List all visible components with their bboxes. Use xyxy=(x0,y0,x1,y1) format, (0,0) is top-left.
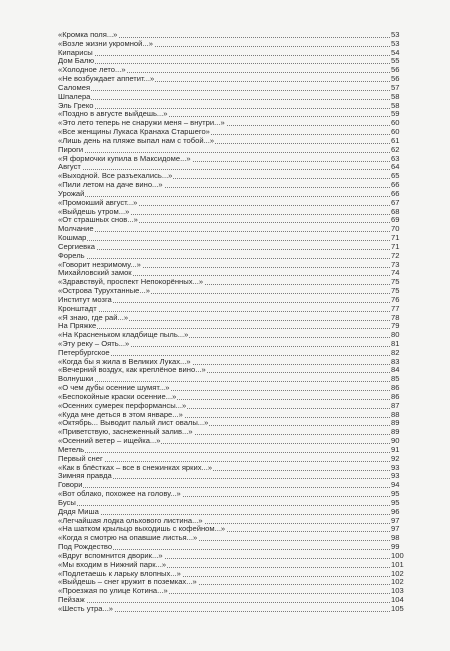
toc-entry-page-number: 60 xyxy=(391,118,400,128)
toc-dot-leader xyxy=(58,452,390,453)
toc-entry-title: «Октябрь... Выводит палый лист овалы...» xyxy=(58,418,209,428)
toc-entry-page-number: 65 xyxy=(391,171,400,181)
toc-entry-title: «Куда мне деться в этом январе...» xyxy=(58,409,183,419)
toc-entry-title: Кипарисы xyxy=(58,47,93,57)
toc-entry-title: Институт мозга xyxy=(58,294,112,304)
toc-entry-title: Петербургское xyxy=(58,347,110,357)
toc-entry-title: «Лишь день на пляже выпал нам с тобой...» xyxy=(58,135,215,145)
toc-entry-page-number: 98 xyxy=(391,533,400,543)
toc-dot-leader xyxy=(58,505,390,506)
toc-entry-page-number: 84 xyxy=(391,365,400,375)
toc-entry-page-number: 93 xyxy=(391,462,400,472)
toc-entry-page-number: 70 xyxy=(391,224,400,234)
toc-entry-title: Саломея xyxy=(58,82,91,92)
toc-entry-title: Кронштадт xyxy=(58,303,97,313)
toc-entry-title: «Возле жизни укромной...» xyxy=(58,38,153,48)
toc-entry-page-number: 53 xyxy=(391,38,400,48)
toc-entry-page-number: 75 xyxy=(391,277,400,287)
toc-entry-page-number: 97 xyxy=(391,515,400,525)
toc-entry-page-number: 72 xyxy=(391,250,400,260)
toc-entry-page-number: 76 xyxy=(391,294,400,304)
toc-entry-title: Зимняя правда xyxy=(58,471,112,481)
toc-entry-page-number: 103 xyxy=(391,586,404,596)
toc-entry-page-number: 73 xyxy=(391,259,400,269)
toc-entry-page-number: 54 xyxy=(391,47,400,57)
toc-entry-title: Эль Греко xyxy=(58,100,94,110)
toc-entry-title: Метель xyxy=(58,444,85,454)
toc-entry-title: «Эту реку – Оять...» xyxy=(58,338,130,348)
toc-entry xyxy=(58,294,400,305)
toc-entry-title: На Пряжке xyxy=(58,321,97,331)
toc-entry-page-number: 86 xyxy=(391,391,400,401)
toc-entry xyxy=(58,436,400,446)
toc-entry xyxy=(58,47,400,58)
toc-entry xyxy=(58,312,400,323)
toc-entry-title: «Приветствую, заснеженный залив...» xyxy=(58,427,193,437)
toc-dot-leader xyxy=(58,152,390,153)
toc-entry-title: «Холодное лето...» xyxy=(58,65,126,75)
toc-entry-page-number: 56 xyxy=(391,74,400,84)
toc-entry-title: Дом Балю xyxy=(58,56,95,66)
toc-entry-page-number: 102 xyxy=(391,577,404,587)
toc-entry-page-number: 99 xyxy=(391,542,400,552)
toc-entry-title: Пироги xyxy=(58,144,84,154)
toc-dot-leader xyxy=(58,311,390,312)
toc-entry-page-number: 89 xyxy=(391,427,400,437)
toc-entry-page-number: 69 xyxy=(391,215,400,225)
toc-entry-title: Урожай xyxy=(58,188,85,198)
toc-entry xyxy=(58,471,400,481)
toc-entry-title: «Проезжая по улице Котина...» xyxy=(58,586,168,596)
toc-dot-leader xyxy=(58,514,390,515)
toc-entry-page-number: 86 xyxy=(391,383,400,393)
toc-entry-title: «Я знаю, где рай...» xyxy=(58,312,129,322)
toc-entry-title: «Я формочки купила в Максидоме...» xyxy=(58,153,191,163)
toc-entry-title: «Вдруг вспомнится дворик...» xyxy=(58,550,163,560)
toc-entry-title: «Все женщины Лукаса Кранаха Старшего» xyxy=(58,127,210,137)
toc-entry-page-number: 93 xyxy=(391,471,400,481)
toc-entry-page-number: 89 xyxy=(391,418,400,428)
toc-entry-title: Первый снег xyxy=(58,453,103,463)
toc-entry-title: Сергиевка xyxy=(58,241,95,251)
toc-entry-page-number: 61 xyxy=(391,135,400,145)
toc-entry xyxy=(58,74,400,84)
toc-entry xyxy=(58,91,400,102)
toc-entry-page-number: 83 xyxy=(391,356,400,366)
toc-entry xyxy=(58,603,404,614)
toc-entry-title: «Беспокойные краски осенние...» xyxy=(58,391,177,401)
toc-entry-page-number: 78 xyxy=(391,312,400,322)
toc-entry xyxy=(58,497,400,508)
toc-entry-title: «Выходной. Все разъехались...» xyxy=(58,171,173,181)
toc-dot-leader xyxy=(58,240,390,241)
toc-entry-title: «От страшных снов...» xyxy=(58,215,138,225)
toc-entry-page-number: 67 xyxy=(391,197,400,207)
toc-entry-title: Волнушки xyxy=(58,374,94,384)
toc-entry-page-number: 95 xyxy=(391,497,400,507)
toc-entry xyxy=(58,82,400,93)
toc-entry-title: Дядя Миша xyxy=(58,506,99,516)
toc-entry-title: «Как в блёстках – все в снежинках ярких...» xyxy=(58,462,213,472)
toc-entry-title: «На шатком крыльцо выходишь с кофейном...» xyxy=(58,524,226,534)
toc-entry-page-number: 66 xyxy=(391,188,400,198)
toc-entry-page-number: 64 xyxy=(391,162,400,172)
toc-entry-page-number: 85 xyxy=(391,374,400,384)
toc-entry xyxy=(58,241,400,252)
toc-entry-title: «Острова Турухтанные...» xyxy=(58,286,150,296)
toc-entry-title: «На Красненьком кладбище пыль...» xyxy=(58,330,189,340)
toc-entry-title: Говори xyxy=(58,480,83,490)
toc-entry-title: Молчание xyxy=(58,224,94,234)
toc-entry-title: «Легчайшая лодка ольхового листина...» xyxy=(58,515,203,525)
toc-entry-page-number: 97 xyxy=(391,524,400,534)
toc-entry xyxy=(58,233,400,243)
toc-entry-page-number: 100 xyxy=(391,550,404,560)
toc-entry xyxy=(58,586,404,596)
toc-dot-leader xyxy=(58,99,390,100)
toc-dot-leader xyxy=(58,258,390,259)
toc-entry-page-number: 94 xyxy=(391,480,400,490)
toc-entry-title: Пейзаж xyxy=(58,595,85,604)
toc-entry-page-number: 55 xyxy=(391,56,400,66)
toc-entry-title: «Выйдешь утром...» xyxy=(58,206,130,216)
toc-entry-title: «Осенних сумерек перформансы...» xyxy=(58,400,187,410)
toc-entry-page-number: 91 xyxy=(391,444,400,454)
toc-dot-leader xyxy=(58,249,390,250)
toc-entry-title: «Вечерний воздух, как креплёное вино...» xyxy=(58,365,206,375)
toc-entry-title: «Поздно в августе выйдешь...» xyxy=(58,109,168,119)
toc-entry-title: «Вот облако, похожее на голову...» xyxy=(58,489,181,499)
toc-entry-title: Под Рождество xyxy=(58,542,113,552)
toc-entry xyxy=(58,38,400,49)
toc-entry-page-number: 75 xyxy=(391,286,400,296)
toc-entry-page-number: 101 xyxy=(391,559,404,569)
toc-dot-leader xyxy=(58,196,390,197)
toc-entry-page-number: 71 xyxy=(391,241,400,251)
toc-entry-title: «Здравствуй, проспект Непокорённых...» xyxy=(58,277,204,287)
toc-entry-title: «Осенний ветер – ищейка...» xyxy=(58,436,161,446)
toc-entry-page-number: 80 xyxy=(391,330,400,340)
toc-entry-title: Август xyxy=(58,162,81,172)
toc-entry-title: «О чем дубы осенние шумят...» xyxy=(58,383,170,393)
toc-dot-leader xyxy=(58,231,390,232)
toc-entry xyxy=(58,153,400,164)
toc-entry-title: Кошмар xyxy=(58,233,87,243)
toc-entry-title: «Выйдешь – снег кружит в поземках...» xyxy=(58,577,197,587)
toc-dot-leader xyxy=(58,602,390,603)
toc-entry-title: Михайловский замок xyxy=(58,268,132,278)
toc-entry-page-number: 57 xyxy=(391,82,400,92)
toc-entry-page-number: 71 xyxy=(391,233,400,243)
table-of-contents xyxy=(58,30,404,614)
toc-entry-title: «Не возбуждает аппетит...» xyxy=(58,74,155,84)
toc-entry-page-number: 105 xyxy=(391,603,404,613)
toc-entry-page-number: 58 xyxy=(391,91,400,101)
toc-entry-page-number: 79 xyxy=(391,321,400,331)
toc-entry-page-number: 60 xyxy=(391,127,400,137)
toc-dot-leader xyxy=(58,55,390,56)
toc-entry xyxy=(58,135,400,146)
toc-entry-page-number: 102 xyxy=(391,568,404,578)
toc-entry xyxy=(58,489,400,499)
toc-entry-page-number: 66 xyxy=(391,180,400,190)
toc-entry-page-number: 58 xyxy=(391,100,400,110)
toc-entry-page-number: 74 xyxy=(391,268,400,278)
toc-entry-page-number: 104 xyxy=(391,595,404,604)
toc-dot-leader xyxy=(58,461,390,462)
toc-entry-page-number: 81 xyxy=(391,338,400,348)
toc-entry-title: Бусы xyxy=(58,497,76,507)
toc-entry-title: «Мы входим в Нижний парк...» xyxy=(58,559,167,569)
toc-entry-page-number: 59 xyxy=(391,109,400,119)
toc-entry xyxy=(58,215,400,225)
toc-entry-page-number: 87 xyxy=(391,400,400,410)
toc-entry-page-number: 63 xyxy=(391,153,400,163)
toc-entry-title: «Это лето теперь не снаружи меня – внутри...» xyxy=(58,118,225,128)
toc-entry-page-number: 62 xyxy=(391,144,400,154)
toc-entry-page-number: 82 xyxy=(391,347,400,357)
toc-entry-page-number: 90 xyxy=(391,436,400,446)
toc-entry-page-number: 56 xyxy=(391,65,400,75)
toc-entry xyxy=(58,444,400,455)
toc-entry-title: «Пили летом на даче вино...» xyxy=(58,180,163,190)
toc-entry-title: «Кромка поля...» xyxy=(58,30,118,39)
toc-entry-title: «Говорит незримому...» xyxy=(58,259,141,269)
toc-entry-title: «Когда я смотрю на опавшие листья...» xyxy=(58,533,198,543)
toc-dot-leader xyxy=(58,90,390,91)
toc-entry-title: «Промокший август...» xyxy=(58,197,138,207)
toc-entry-title: «Когда бы я жила в Великих Луках...» xyxy=(58,356,191,366)
toc-entry-page-number: 96 xyxy=(391,506,400,516)
toc-entry-page-number: 53 xyxy=(391,30,400,39)
toc-entry xyxy=(58,365,400,375)
toc-entry xyxy=(58,224,400,234)
toc-entry-title: «Подлетаешь к ларьку влопных...» xyxy=(58,568,181,578)
toc-entry xyxy=(58,180,400,190)
toc-entry-title: Форель xyxy=(58,250,85,260)
toc-entry-page-number: 68 xyxy=(391,206,400,216)
toc-entry-page-number: 88 xyxy=(391,409,400,419)
toc-entry-page-number: 77 xyxy=(391,303,400,313)
toc-entry-title: «Шесть утра...» xyxy=(58,603,114,613)
toc-entry-title: Шпалера xyxy=(58,91,91,101)
toc-entry-page-number: 92 xyxy=(391,453,400,463)
toc-entry-page-number: 95 xyxy=(391,489,400,499)
